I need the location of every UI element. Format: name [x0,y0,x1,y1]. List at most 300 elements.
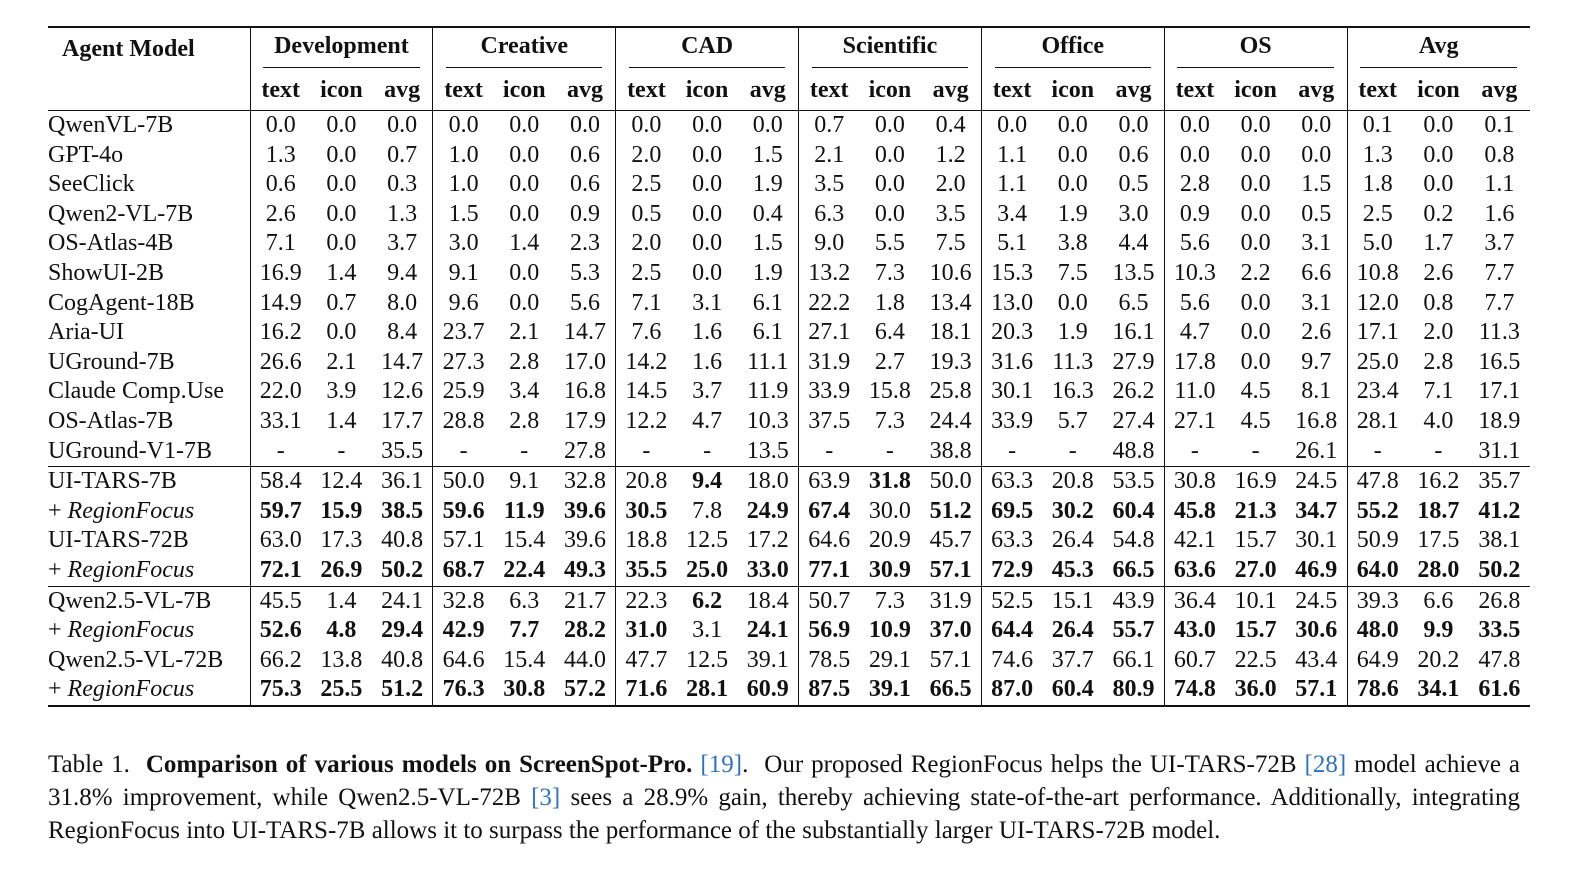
score-cell: 12.5 [686,646,729,673]
score-cell: 0.0 [509,141,540,168]
score-cell: 12.6 [381,378,424,405]
score-cell: 33.5 [1478,617,1521,644]
score-cell: 3.1 [692,289,723,316]
model-name-cell [48,318,250,348]
score-cell: 27.8 [563,437,606,464]
score-cell: 0.0 [1057,171,1088,198]
model-name-cell [48,526,250,556]
score-cell: 25.0 [686,556,729,583]
table-row [48,646,1530,676]
score-cell: 10.3 [1164,259,1225,289]
score-cell: 0.4 [752,200,783,227]
score-cell: 0.0 [326,230,357,257]
score-cell: 48.0 [1347,616,1408,646]
score-cell: 0.0 [509,259,540,286]
model-name: Qwen2-VL-7B [48,200,194,227]
score-cell: 1.3 [250,141,311,171]
model-name: UGround-7B [48,348,175,375]
score-cell: 4.4 [1118,230,1149,257]
method-name: RegionFocus [67,676,195,703]
subheader-avg: avg [1298,77,1335,104]
score-cell: 60.7 [1164,646,1225,676]
score-cell: 26.9 [320,556,363,583]
caption-title: Comparison of various models on ScreenSpot-Pro. [145,751,693,778]
score-cell: 3.0 [1118,200,1149,227]
score-cell: 0.0 [433,111,494,141]
score-cell: 0.5 [616,200,677,230]
score-cell: 36.0 [1234,676,1277,703]
model-name: CogAgent-18B [48,289,195,316]
score-cell: 3.1 [1301,230,1332,257]
score-cell: 30.1 [1295,527,1338,554]
score-cell: 11.3 [1052,348,1094,375]
score-cell: 12.5 [686,527,729,554]
score-cell: 22.3 [616,586,677,616]
score-cell: 8.1 [1301,378,1332,405]
subheader-avg: avg [1481,77,1518,104]
score-cell: 0.0 [1240,230,1271,257]
model-name: QwenVL-7B [48,112,174,138]
score-cell: 42.1 [1164,526,1225,556]
score-cell: 18.1 [929,319,972,346]
score-cell: 0.0 [1057,112,1088,138]
score-cell: 2.3 [569,230,600,257]
score-cell: 18.9 [1478,407,1521,434]
model-name-cell [48,675,250,706]
score-cell: 6.6 [1301,259,1332,286]
score-cell: 50.0 [433,467,494,497]
subheader-avg: avg [1115,77,1152,104]
score-cell: 32.8 [433,586,494,616]
score-cell: 2.6 [250,200,311,230]
score-cell: 74.8 [1164,675,1225,706]
score-cell: 5.1 [981,229,1042,259]
score-cell: 15.9 [320,497,363,524]
score-cell: 17.2 [746,527,789,554]
score-cell: 78.5 [799,646,860,676]
score-cell: 0.0 [326,112,357,138]
score-cell: 7.3 [859,586,920,616]
score-cell: 57.1 [433,526,494,556]
score-cell: 0.0 [509,200,540,227]
table-row [48,170,1530,200]
score-cell: 3.4 [509,378,540,405]
score-cell: 56.9 [799,616,860,646]
model-name-cell [48,407,250,437]
score-cell: 2.7 [874,348,905,375]
score-cell: 15.4 [503,646,546,673]
score-cell: 7.7 [1484,259,1515,286]
score-cell: 68.7 [433,556,494,586]
model-name-cell [48,200,250,230]
method-name: RegionFocus [67,497,195,524]
model-name: + [48,617,68,644]
score-cell: 0.7 [326,289,357,316]
score-cell: 0.0 [509,289,540,316]
score-cell: 72.1 [250,556,311,586]
score-cell: 0.5 [1118,171,1149,198]
score-cell: 0.5 [1301,200,1332,227]
score-cell: 16.3 [1051,378,1094,405]
score-cell: 5.6 [1164,289,1225,319]
score-cell: 5.6 [569,289,600,316]
score-cell: 59.6 [433,497,494,527]
score-cell: 4.8 [326,617,357,644]
score-cell: 25.0 [1347,348,1408,378]
score-cell: 7.6 [616,318,677,348]
score-cell: 1.5 [433,200,494,230]
score-cell: 0.1 [1347,111,1408,141]
model-column-header: Agent Model [62,36,195,63]
score-cell: 2.1 [326,348,357,375]
score-cell: 7.7 [1484,289,1515,316]
model-name: SeeClick [48,171,135,198]
score-cell: 34.1 [1417,676,1460,703]
group-header-label: CAD [629,32,785,69]
score-cell: 31.1 [1478,437,1521,464]
table-row [48,200,1530,230]
score-cell: 7.8 [692,497,723,524]
score-cell: 6.3 [799,200,860,230]
score-cell: 0.0 [874,141,905,168]
model-name: UI-TARS-72B [48,527,189,554]
citation-link[interactable]: [3] [531,784,561,811]
score-cell: 0.0 [1057,141,1088,168]
score-cell: 17.3 [320,527,363,554]
results-table [48,26,1530,707]
score-cell: 64.4 [981,616,1042,646]
score-cell: 5.6 [1164,229,1225,259]
score-cell: 31.8 [859,467,920,497]
score-cell: 0.9 [569,200,600,227]
score-cell: 5.3 [569,259,600,286]
score-cell: 15.4 [503,527,546,554]
model-name: OS-Atlas-4B [48,230,174,257]
score-cell: 63.0 [250,526,311,556]
score-cell: 11.3 [1478,319,1520,346]
score-cell: 14.2 [616,348,677,378]
score-cell: 64.0 [1347,556,1408,586]
score-cell: 1.7 [1423,230,1454,257]
score-cell: 0.0 [326,141,357,168]
score-cell: 33.9 [981,407,1042,437]
score-cell: 6.2 [677,586,738,616]
score-cell: 47.8 [1347,467,1408,497]
group-header-label: Creative [446,32,602,69]
score-cell: 27.4 [1112,407,1155,434]
score-cell: 39.1 [746,646,789,673]
model-name-cell [48,170,250,200]
score-cell: 21.3 [1234,497,1277,524]
score-cell: 0.0 [692,171,723,198]
score-cell: 0.1 [1484,112,1515,138]
table-row [48,616,1530,646]
score-cell: 31.9 [799,348,860,378]
score-cell: 7.5 [935,230,966,257]
score-cell: 1.2 [935,141,966,168]
subheader-text: text [616,72,677,111]
score-cell: - [981,437,1042,467]
score-cell: 0.0 [1423,112,1454,138]
subheader-icon: icon [1417,77,1460,104]
score-cell: 10.3 [746,407,789,434]
model-name: Aria-UI [48,319,124,346]
score-cell: 30.8 [1164,467,1225,497]
score-cell: 26.6 [250,348,311,378]
score-cell: - [337,437,346,464]
score-cell: 23.4 [1347,377,1408,407]
score-cell: 3.8 [1057,230,1088,257]
score-cell: 0.0 [509,171,540,198]
score-cell: 57.1 [929,646,972,673]
score-cell: 5.0 [1347,229,1408,259]
score-cell: 0.0 [326,319,357,346]
model-name-cell [48,616,250,646]
score-cell: 4.0 [1423,407,1454,434]
score-cell: 0.0 [1240,141,1271,168]
score-cell: 1.8 [1347,170,1408,200]
score-cell: 13.0 [981,289,1042,319]
score-cell: 28.1 [1347,407,1408,437]
score-cell: 63.9 [799,467,860,497]
score-cell: 2.0 [616,229,677,259]
score-cell: 0.0 [326,171,357,198]
score-cell: 36.1 [372,467,433,497]
table-row [48,229,1530,259]
subheader-icon: icon [1234,77,1277,104]
score-cell: 6.1 [752,289,783,316]
score-cell: - [1251,437,1260,464]
score-cell: 78.6 [1347,675,1408,706]
score-cell: 39.3 [1347,586,1408,616]
model-name-cell [48,497,250,527]
score-cell: 0.0 [1240,348,1271,375]
citation-link[interactable]: [28] [1304,751,1347,778]
citation-link[interactable]: [19] [700,751,743,778]
model-name: Qwen2.5-VL-72B [48,646,224,673]
score-cell: 63.6 [1164,556,1225,586]
score-cell: 49.3 [563,556,606,583]
table-row [48,141,1530,171]
score-cell: - [1068,437,1077,464]
score-cell: 3.0 [433,229,494,259]
score-cell: 16.1 [1112,319,1155,346]
score-cell: 10.6 [929,259,972,286]
score-cell: 10.9 [868,617,911,644]
group-header-avg [1347,27,1530,72]
score-cell: 29.4 [381,617,424,644]
score-cell: 3.5 [935,200,966,227]
score-cell: 39.6 [563,497,606,524]
score-cell: 27.1 [1164,407,1225,437]
score-cell: - [885,437,894,464]
score-cell: 19.3 [929,348,972,375]
score-cell: 0.6 [250,170,311,200]
score-cell: 16.9 [250,259,311,289]
model-name-cell [48,646,250,676]
score-cell: 17.5 [1417,527,1460,554]
score-cell: 75.3 [250,675,311,706]
score-cell: 1.9 [1057,319,1088,346]
score-cell: 1.4 [326,259,357,286]
score-cell: 0.0 [1164,141,1225,171]
score-cell: 57.2 [563,676,606,703]
score-cell: 20.3 [981,318,1042,348]
score-cell: 72.9 [981,556,1042,586]
score-cell: 38.1 [1478,527,1521,554]
score-cell: 24.1 [372,586,433,616]
score-cell: 1.9 [752,171,783,198]
subheader-icon: icon [685,77,729,104]
score-cell: 1.0 [433,141,494,171]
score-cell: 20.2 [1417,646,1460,673]
group-header-row [48,27,1530,72]
score-cell: 35.5 [616,556,677,586]
score-cell: 3.5 [799,170,860,200]
score-cell: 9.1 [494,467,555,497]
score-cell: 3.7 [692,378,723,405]
table-row [48,407,1530,437]
score-cell: 10.1 [1225,586,1286,616]
score-cell: 63.3 [981,526,1042,556]
score-cell: 33.0 [746,556,789,583]
score-cell: 2.8 [1423,348,1454,375]
model-name: + [48,497,68,524]
score-cell: 66.5 [1112,556,1155,583]
score-cell: 21.7 [555,586,616,616]
score-cell: 1.1 [1484,171,1515,198]
score-cell: - [799,437,860,467]
score-cell: 0.3 [387,171,418,198]
score-cell: 0.6 [569,141,600,168]
score-cell: 4.7 [692,407,723,434]
table-row [48,556,1530,586]
score-cell: 9.9 [1423,617,1454,644]
score-cell: 37.5 [799,407,860,437]
score-cell: 0.0 [569,112,600,138]
score-cell: 3.4 [981,200,1042,230]
score-cell: 7.1 [250,229,311,259]
score-cell: 24.1 [746,617,789,644]
score-cell: 7.3 [874,407,905,434]
model-name-cell [48,437,250,467]
score-cell: 3.7 [1484,230,1515,257]
score-cell: - [616,437,677,467]
score-cell: 11.9 [503,497,545,524]
score-cell: 20.8 [1042,467,1103,497]
score-cell: 30.1 [981,377,1042,407]
score-cell: 0.0 [250,111,311,141]
model-name-cell [48,229,250,259]
score-cell: 30.0 [868,497,911,524]
score-cell: 24.9 [746,497,789,524]
table-row [48,111,1530,141]
score-cell: 1.6 [692,348,723,375]
score-cell: 37.7 [1051,646,1094,673]
score-cell: 6.5 [1118,289,1149,316]
score-cell: 0.0 [752,112,783,138]
method-name: RegionFocus [67,617,195,644]
model-name: + [48,556,68,583]
score-cell: 16.8 [563,378,606,405]
score-cell: 27.3 [433,348,494,378]
score-cell: 14.7 [381,348,424,375]
score-cell: 11.1 [747,348,789,375]
score-cell: 7.7 [509,617,540,644]
score-cell: 0.0 [1057,289,1088,316]
score-cell: 2.0 [1423,319,1454,346]
score-cell: 26.4 [1051,617,1094,644]
score-cell: 2.0 [616,141,677,171]
score-cell: 6.6 [1408,586,1469,616]
score-cell: 17.9 [563,407,606,434]
score-cell: 11.0 [1164,377,1225,407]
score-cell: 17.1 [1478,378,1521,405]
score-cell: 52.5 [981,586,1042,616]
score-cell: 0.0 [1164,111,1225,141]
model-name: ShowUI-2B [48,259,165,286]
score-cell: 12.2 [616,407,677,437]
model-name: UGround-V1-7B [48,437,212,464]
score-cell: 36.4 [1164,586,1225,616]
results-table-container [48,26,1520,707]
caption-text: Our proposed RegionFocus helps the UI-TARS-72B [764,751,1297,778]
score-cell: 0.0 [692,112,723,138]
score-cell: 0.0 [1240,112,1271,138]
score-cell: 45.3 [1051,556,1094,583]
score-cell: 1.5 [752,230,783,257]
score-cell: 18.0 [738,467,799,497]
score-cell: 9.0 [799,229,860,259]
table-row [48,437,1530,467]
score-cell: 0.8 [1423,289,1454,316]
score-cell: 1.4 [509,230,540,257]
score-cell: 67.4 [799,497,860,527]
subheader-avg: avg [384,77,421,104]
score-cell: 12.0 [1347,289,1408,319]
score-cell: 50.7 [799,586,860,616]
score-cell: 2.8 [1164,170,1225,200]
score-cell: 2.8 [509,407,540,434]
group-header-development [250,27,433,72]
score-cell: 1.4 [311,586,372,616]
score-cell: 23.7 [433,318,494,348]
score-cell: 45.8 [1164,497,1225,527]
score-cell: 6.3 [494,586,555,616]
group-header-label: Scientific [812,32,968,69]
score-cell: 33.1 [250,407,311,437]
score-cell: 22.4 [503,556,546,583]
score-cell: 0.0 [1240,171,1271,198]
model-name: + [48,676,68,703]
score-cell: 7.1 [1423,378,1454,405]
score-cell: 18.4 [738,586,799,616]
score-cell: 1.1 [981,170,1042,200]
score-cell: 46.9 [1295,556,1338,583]
score-cell: 13.4 [929,289,972,316]
score-cell: 31.6 [981,348,1042,378]
score-cell: 30.9 [868,556,911,583]
subheader-text: text [433,72,494,111]
score-cell: 0.4 [935,112,966,138]
subheader-icon: icon [868,77,912,104]
score-cell: 26.2 [1112,378,1155,405]
score-cell: 66.1 [1112,646,1155,673]
score-cell: - [250,437,311,467]
score-cell: 1.9 [752,259,783,286]
score-cell: 45.7 [929,527,972,554]
score-cell: 50.2 [1478,556,1521,583]
